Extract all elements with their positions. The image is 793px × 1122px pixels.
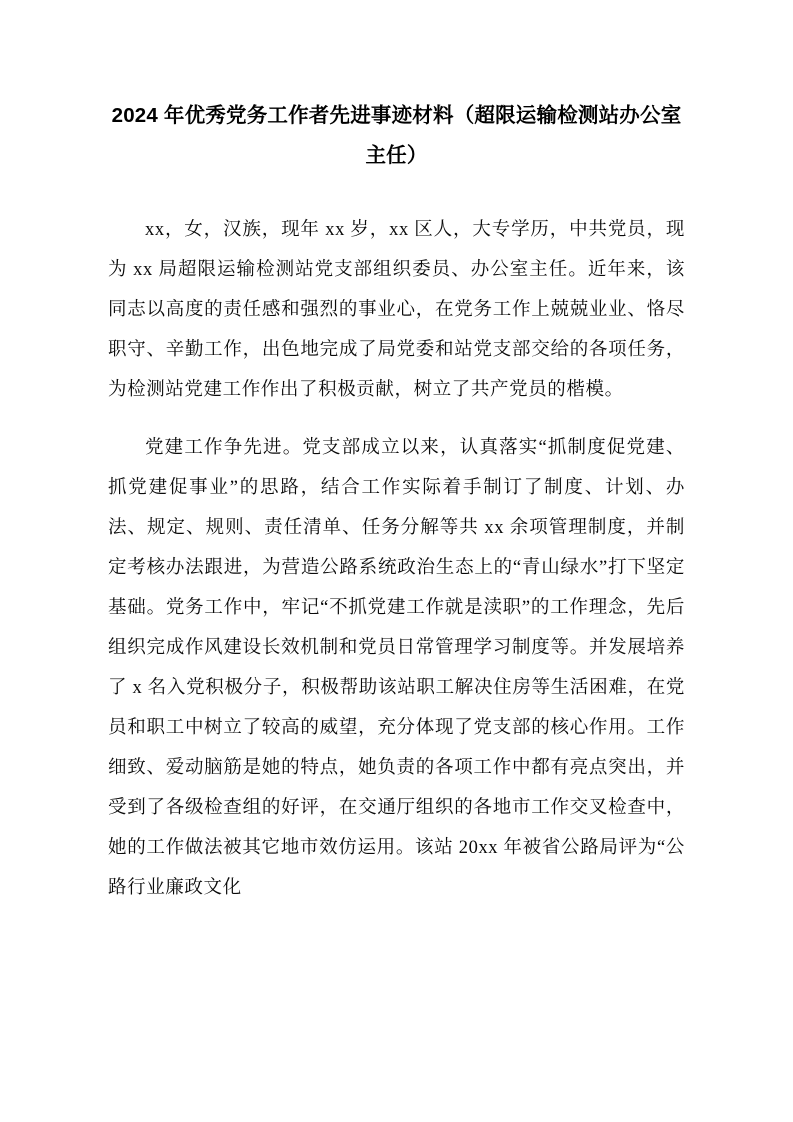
paragraph-1: xx，女，汉族，现年 xx 岁，xx 区人，大专学历，中共党员，现为 xx 局超限运输检测站党支部组织委员、办公室主任。近年来，该同志以高度的责任感和强烈的事业心，在党务工作上兢兢业业、恪尽职守、辛勤工作，出色地完成了局党委和站党支部交给的各项任务，为检测站党建工作作出了积极贡献，树立了共产党员的楷模。 xyxy=(108,220,685,400)
paragraph-2: 党建工作争先进。党支部成立以来，认真落实“抓制度促党建、抓党建促事业”的思路，结合工作实际着手制订了制度、计划、办法、规定、规则、责任清单、任务分解等共 xx 余项管理制度，并制定考核办法跟进，为营造公路系统政治生态上的“青山绿水”打下坚定基础。党务工作中，牢记“不抓党建工作就是渎职”的工作理念，先后组织完成作风建设长效机制和党员日常管理学习制度等。并发展培养了 x 名入党积极分子，积极帮助该站职工解决住房等生活困难，在党员和职工中树立了较高的威望，充分体现了党支部的核心作用。工作细致、爱动脑筋是她的特点，她负责的各项工作中都有亮点突出，并受到了各级检查组的好评，在交通厅组织的各地市工作交叉检查中，她的工作做法被其它地市效仿运用。该站 20xx 年被省公路局评为“公路行业廉政文化 xyxy=(108,438,685,898)
page-title: 2024 年优秀党务工作者先进事迹材料（超限运输检测站办公室主任） xyxy=(111,104,682,167)
